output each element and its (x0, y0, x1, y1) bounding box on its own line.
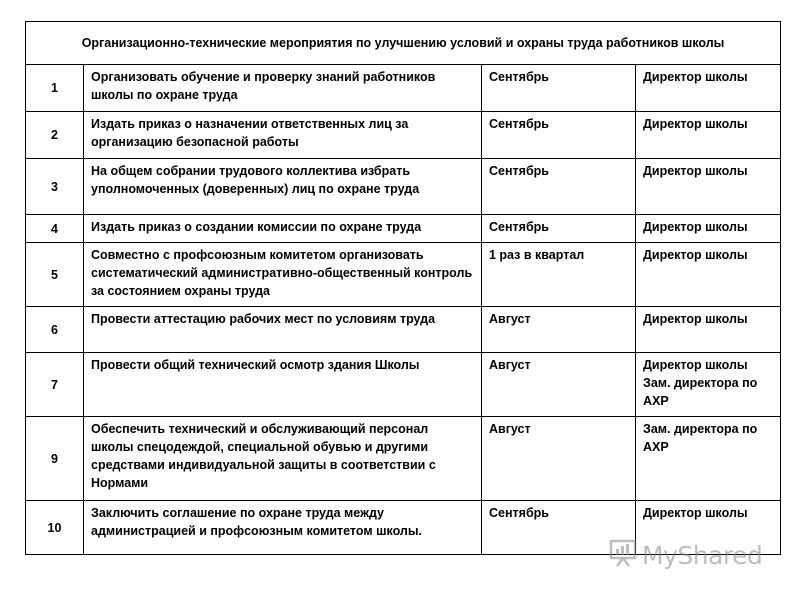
table-row (26, 307, 781, 353)
row-number: 3 (26, 159, 84, 215)
row-number: 10 (26, 501, 84, 555)
term-cell: Сентябрь (482, 159, 636, 215)
term-cell: Август (482, 417, 636, 501)
measure-cell: Обеспечить технический и обслуживающий персонал школы спецодеждой, специальной обувью и другими средствами индивидуальной защиты в соответствии с Нормами (84, 417, 482, 501)
row-number: 4 (26, 215, 84, 243)
watermark (608, 538, 762, 573)
term-cell: 1 раз в квартал (482, 243, 636, 307)
table-row (26, 353, 781, 417)
measure-cell: Заключить соглашение по охране труда между администрацией и профсоюзным комитетом школы. (84, 501, 482, 555)
responsible-cell: Директор школы (636, 215, 781, 243)
responsible-cell: Директор школы Зам. директора по АХР (636, 353, 781, 417)
term-cell: Август (482, 353, 636, 417)
term-cell: Август (482, 307, 636, 353)
row-number: 2 (26, 112, 84, 159)
table-title: Организационно-технические мероприятия по улучшению условий и охраны труда работников школы (26, 22, 781, 65)
measure-cell: На общем собрании трудового коллектива избрать уполномоченных (доверенных) лиц по охране труда (84, 159, 482, 215)
measure-cell: Издать приказ о назначении ответственных лиц за организацию безопасной работы (84, 112, 482, 159)
table-row (26, 243, 781, 307)
row-number: 7 (26, 353, 84, 417)
measure-cell: Провести общий технический осмотр здания Школы (84, 353, 482, 417)
table-title-row (26, 22, 781, 65)
measure-cell: Совместно с профсоюзным комитетом организовать систематический административно-общественный контроль за состоянием охраны труда (84, 243, 482, 307)
table-row (26, 215, 781, 243)
term-cell: Сентябрь (482, 65, 636, 112)
responsible-cell: Директор школы (636, 65, 781, 112)
table-row (26, 159, 781, 215)
presentation-board-icon (608, 538, 638, 573)
responsible-cell: Директор школы (636, 307, 781, 353)
term-cell: Сентябрь (482, 215, 636, 243)
table-row (26, 65, 781, 112)
measure-cell: Организовать обучение и проверку знаний работников школы по охране труда (84, 65, 482, 112)
watermark-text: MyShared (642, 541, 763, 570)
row-number: 1 (26, 65, 84, 112)
responsible-cell: Зам. директора по АХР (636, 417, 781, 501)
responsible-cell: Директор школы (636, 112, 781, 159)
responsible-cell: Директор школы (636, 159, 781, 215)
row-number: 9 (26, 417, 84, 501)
row-number: 6 (26, 307, 84, 353)
table-row (26, 112, 781, 159)
measures-table (25, 21, 781, 555)
table-row (26, 417, 781, 501)
row-number: 5 (26, 243, 84, 307)
term-cell: Сентябрь (482, 501, 636, 555)
responsible-cell: Директор школы (636, 501, 781, 555)
measure-cell: Провести аттестацию рабочих мест по условиям труда (84, 307, 482, 353)
responsible-cell: Директор школы (636, 243, 781, 307)
term-cell: Сентябрь (482, 112, 636, 159)
measure-cell: Издать приказ о создании комиссии по охране труда (84, 215, 482, 243)
